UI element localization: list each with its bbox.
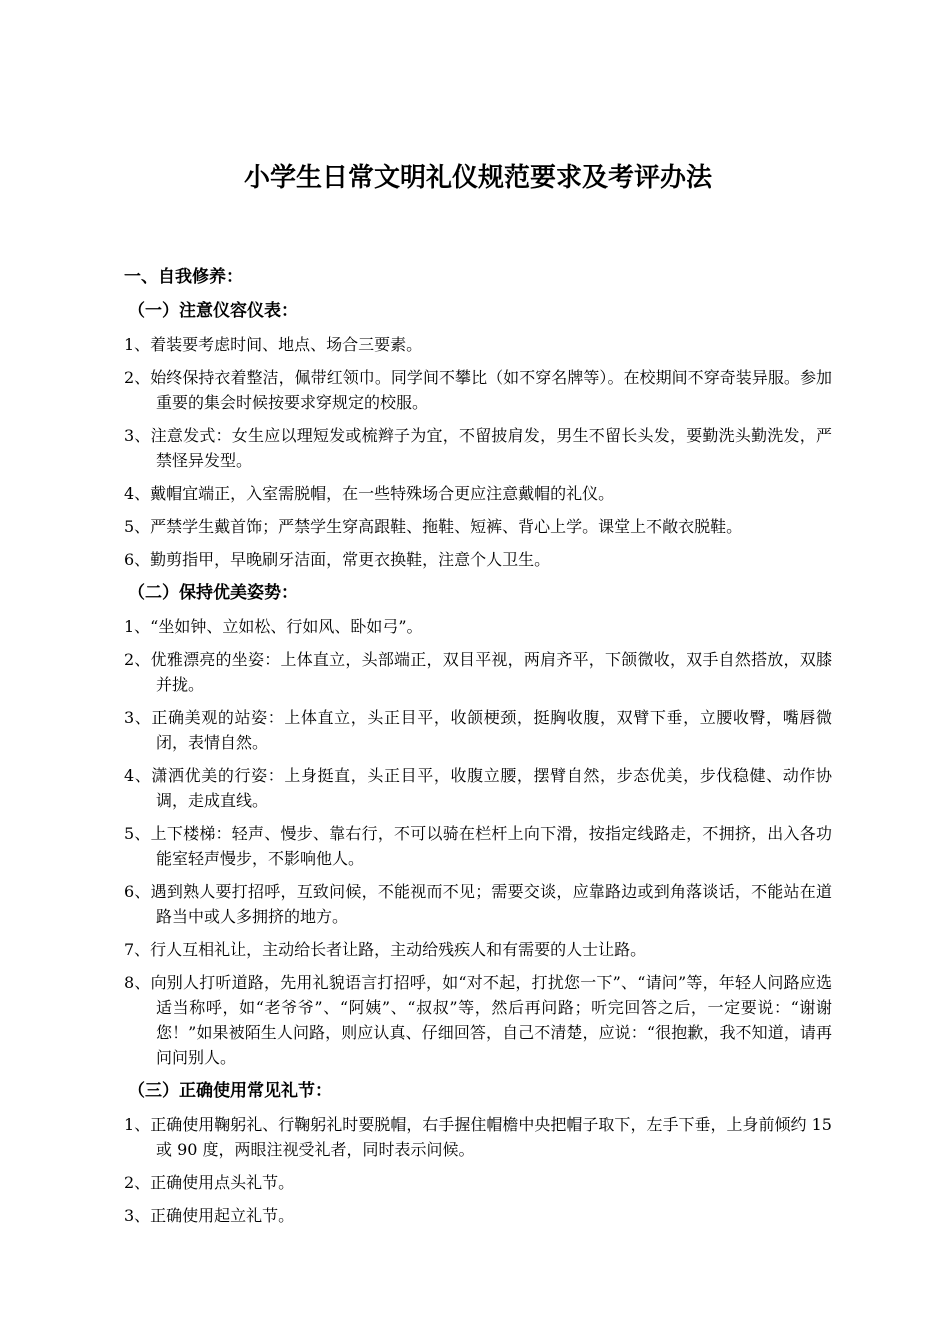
list-item: 5、上下楼梯：轻声、慢步、靠右行，不可以骑在栏杆上向下滑，按指定线路走，不拥挤，出入各功能室轻声慢步，不影响他人。 xyxy=(124,824,832,868)
subsection-heading-etiquette: （三）正确使用常见礼节： xyxy=(128,1081,332,1101)
list-item: 1、正确使用鞠躬礼、行鞠躬礼时要脱帽，右手握住帽檐中央把帽子取下，左手下垂，上身前倾约 15 或 90 度，两眼注视受礼者，同时表示问候。 xyxy=(124,1115,832,1159)
list-item: 3、注意发式：女生应以理短发或梳辫子为宜，不留披肩发，男生不留长头发，要勤洗头勤洗发，严禁怪异发型。 xyxy=(124,426,832,470)
list-item: 1、着装要考虑时间、地点、场合三要素。 xyxy=(124,335,423,354)
list-item: 1、“坐如钟、立如松、行如风、卧如弓”。 xyxy=(124,617,423,636)
list-item: 3、正确美观的站姿：上体直立，头正目平，收颌梗颈，挺胸收腹，双臂下垂，立腰收臀，嘴唇微闭，表情自然。 xyxy=(124,708,832,752)
subsection-heading-posture: （二）保持优美姿势： xyxy=(128,583,298,603)
list-item: 6、遇到熟人要打招呼，互致问候，不能视而不见；需要交谈，应靠路边或到角落谈话，不能站在道路当中或人多拥挤的地方。 xyxy=(124,882,832,926)
list-item: 7、行人互相礼让，主动给长者让路，主动给残疾人和有需要的人士让路。 xyxy=(124,940,647,959)
subsection-heading-appearance: （一）注意仪容仪表： xyxy=(128,301,298,321)
document-title: 小学生日常文明礼仪规范要求及考评办法 xyxy=(243,163,712,193)
list-item: 2、优雅漂亮的坐姿：上体直立，头部端正，双目平视，两肩齐平，下颌微收，双手自然搭放，双膝并拢。 xyxy=(124,650,832,694)
list-item: 2、正确使用点头礼节。 xyxy=(124,1173,295,1192)
section-heading-self-cultivation: 一、自我修养： xyxy=(124,267,243,287)
list-item: 5、严禁学生戴首饰；严禁学生穿高跟鞋、拖鞋、短裤、背心上学。课堂上不敞衣脱鞋。 xyxy=(124,517,743,536)
list-item: 4、戴帽宜端正，入室需脱帽，在一些特殊场合更应注意戴帽的礼仪。 xyxy=(124,484,615,503)
list-item: 8、向别人打听道路，先用礼貌语言打招呼，如“对不起，打扰您一下”、“请问”等，年轻人问路应选适当称呼，如“老爷爷”、“阿姨”、“叔叔”等，然后再问路；听完回答之后，一定要说：“谢谢您！”如果被陌生人问路，则应认真、仔细回答，自己不清楚，应说：“很抱歉，我不知道，请再问问别人。 xyxy=(124,973,832,1067)
list-item: 2、始终保持衣着整洁，佩带红领巾。同学间不攀比（如不穿名牌等）。在校期间不穿奇装异服。参加重要的集会时候按要求穿规定的校服。 xyxy=(124,368,832,412)
list-item: 3、正确使用起立礼节。 xyxy=(124,1206,295,1225)
list-item: 4、潇洒优美的行姿：上身挺直，头正目平，收腹立腰，摆臂自然，步态优美，步伐稳健、动作协调，走成直线。 xyxy=(124,766,832,810)
list-item: 6、勤剪指甲，早晚刷牙洁面，常更衣换鞋，注意个人卫生。 xyxy=(124,550,551,569)
